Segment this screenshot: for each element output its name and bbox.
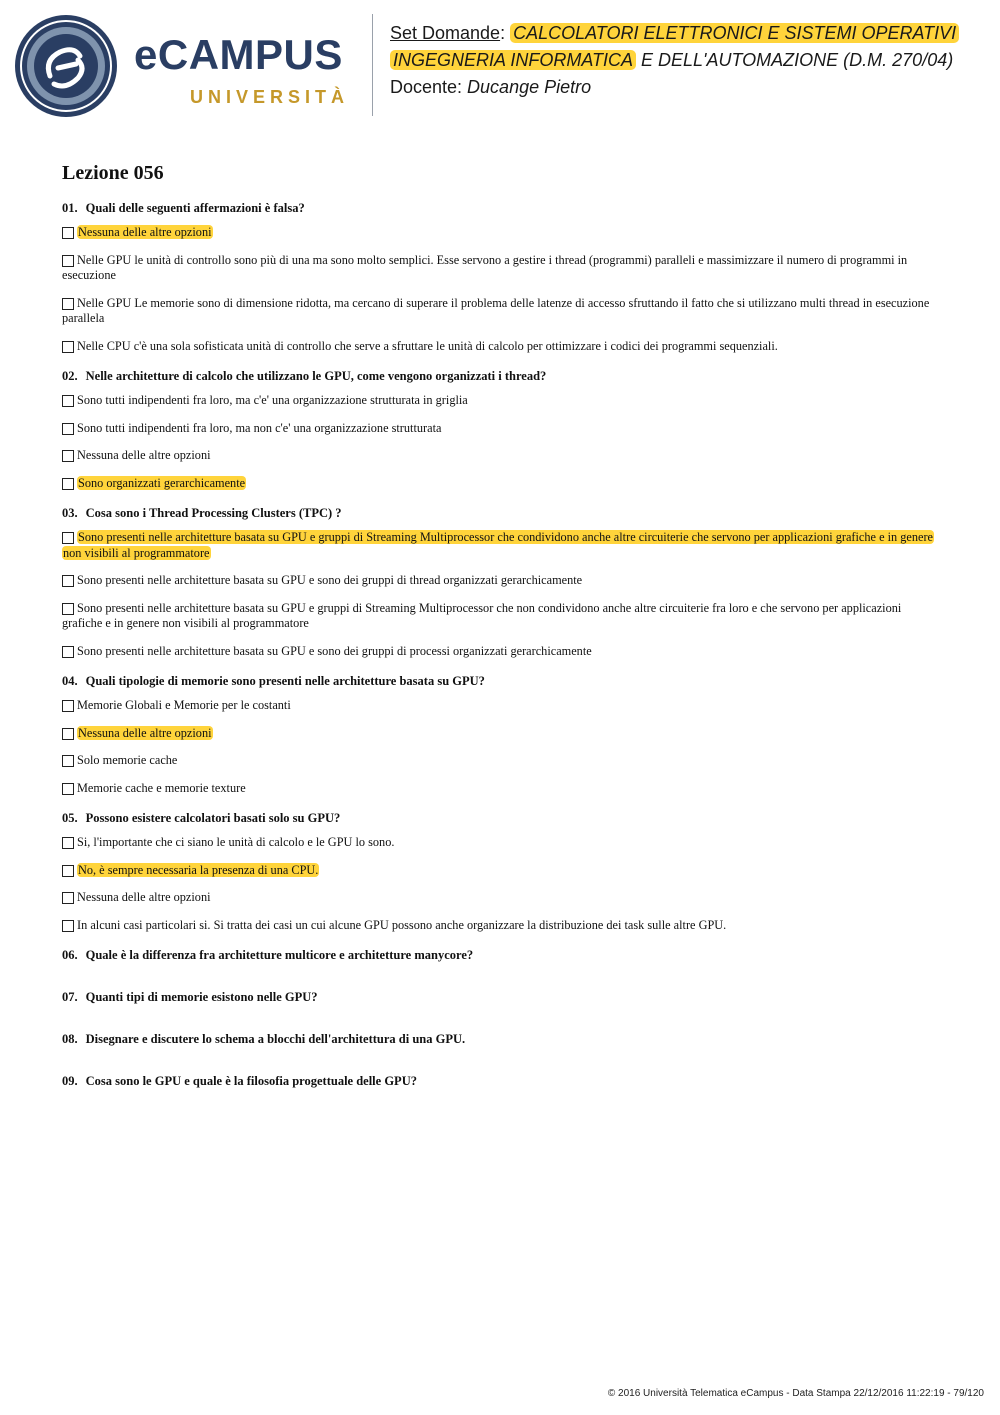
answer-checkbox[interactable] <box>62 450 74 462</box>
answer-checkbox[interactable] <box>62 341 74 353</box>
open-question-list <box>62 947 940 1089</box>
open-question <box>62 947 940 963</box>
open-question <box>62 1073 940 1089</box>
answer-text: Nelle GPU le unità di controllo sono più di una ma sono molto semplici. Esse servono a gestire i thread (programmi) paralleli e massimizzare il numero di programmi in esecuzione <box>62 252 908 282</box>
course-info <box>390 20 995 101</box>
question-number: 09. <box>62 1074 78 1088</box>
answer-text: Nessuna delle altre opzioni <box>77 448 211 462</box>
answer-checkbox[interactable] <box>62 395 74 407</box>
answer-option <box>62 476 940 492</box>
answer-text: Memorie Globali e Memorie per le costanti <box>77 698 291 712</box>
answer-checkbox[interactable] <box>62 646 74 658</box>
question-label: Quale è la differenza fra architetture multicore e architetture manycore? <box>85 948 474 962</box>
answer-text: Nessuna delle altre opzioni <box>77 890 211 904</box>
answer-text: Si, l'importante che ci siano le unità di calcolo e le GPU lo sono. <box>77 835 395 849</box>
answer-text: Sono presenti nelle architetture basata su GPU e gruppi di Streaming Multiprocessor che non condividono anche altre circuiterie fra loro e che servono per applicazioni grafiche e in genere non visibili al programmatore <box>62 600 902 630</box>
answer-option <box>62 296 940 327</box>
question-list <box>62 200 940 933</box>
question-number: 02. <box>62 369 78 383</box>
answer-checkbox[interactable] <box>62 892 74 904</box>
answer-text: Nelle CPU c'è una sola sofisticata unità di controllo che serve a sfruttare le unità di calcolo per ottimizzare i codici dei programmi sequenziali. <box>77 338 778 353</box>
answer-option <box>62 448 940 464</box>
question <box>62 505 940 659</box>
answer-option <box>62 601 940 632</box>
answer-option <box>62 781 940 797</box>
question-text <box>62 673 940 689</box>
question-label: Disegnare e discutere lo schema a blocchi dell'architettura di una GPU. <box>85 1032 466 1046</box>
question-text <box>62 810 940 826</box>
answer-option <box>62 698 940 714</box>
answer-option <box>62 530 940 561</box>
question-label: Cosa sono le GPU e quale è la filosofia progettuale delle GPU? <box>85 1074 417 1088</box>
answer-checkbox[interactable] <box>62 532 74 544</box>
answer-option <box>62 863 940 879</box>
answer-checkbox[interactable] <box>62 227 74 239</box>
answer-text-highlighted: Nessuna delle altre opzioni <box>78 725 212 740</box>
answer-text: Sono presenti nelle architetture basata su GPU e sono dei gruppi di thread organizzati gerarchicamente <box>77 573 583 587</box>
brand-name: eCAMPUS <box>134 31 343 78</box>
answer-checkbox[interactable] <box>62 575 74 587</box>
header-divider <box>372 14 373 116</box>
answer-text: Nelle GPU Le memorie sono di dimensione ridotta, ma cercano di superare il problema delle latenze di accesso sfruttando il fatto che si utilizzano multi thread in esecuzione parallela <box>62 295 930 325</box>
answer-text: Sono tutti indipendenti fra loro, ma c'e' una organizzazione strutturata in griglia <box>77 393 468 407</box>
answer-checkbox[interactable] <box>62 755 74 767</box>
answer-option <box>62 835 940 851</box>
question-text <box>62 368 940 384</box>
question-number: 05. <box>62 811 78 825</box>
question-label: Quali tipologie di memorie sono presenti nelle architetture basata su GPU? <box>85 674 485 688</box>
answer-checkbox[interactable] <box>62 423 74 435</box>
answer-option <box>62 573 940 589</box>
set-label: Set Domande <box>390 23 501 43</box>
answer-option <box>62 253 940 284</box>
question-label: Quali delle seguenti affermazioni è falsa? <box>85 201 305 215</box>
answer-checkbox[interactable] <box>62 865 74 877</box>
answer-checkbox[interactable] <box>62 837 74 849</box>
question-number: 07. <box>62 990 78 1004</box>
answer-option <box>62 644 940 660</box>
answer-checkbox[interactable] <box>62 603 74 615</box>
teacher-name: Ducange Pietro <box>467 77 592 97</box>
question-number: 06. <box>62 948 78 962</box>
answer-option <box>62 393 940 409</box>
answer-checkbox[interactable] <box>62 700 74 712</box>
answer-text: Sono tutti indipendenti fra loro, ma non c'e' una organizzazione strutturata <box>77 420 442 435</box>
lesson-title: Lezione 056 <box>62 162 164 184</box>
question-sheet <box>62 160 940 1115</box>
question-label: Possono esistere calcolatori basati solo su GPU? <box>85 811 341 825</box>
program-line <box>390 47 995 74</box>
answer-text: In alcuni casi particolari si. Si tratta dei casi un cui alcune GPU possono anche organizzare la distribuzione dei task sulle altre GPU. <box>77 917 727 932</box>
question-label: Nelle architetture di calcolo che utilizzano le GPU, come vengono organizzati i thread? <box>85 369 547 383</box>
answer-text-highlighted: Sono presenti nelle architetture basata su GPU e gruppi di Streaming Multiprocessor che condividono anche altre circuiterie che servono per applicazioni grafiche e in genere non visibili al programmatore <box>63 530 934 560</box>
brand-subtitle: UNIVERSITÀ <box>190 87 350 107</box>
question-label: Cosa sono i Thread Processing Clusters (TPC) ? <box>85 506 342 520</box>
answer-checkbox[interactable] <box>62 920 74 932</box>
question-text <box>62 200 940 216</box>
question-text <box>62 505 940 521</box>
answer-checkbox[interactable] <box>62 255 74 267</box>
answer-text: Sono presenti nelle architetture basata su GPU e sono dei gruppi di processi organizzati gerarchicamente <box>77 643 592 658</box>
answer-text: Memorie cache e memorie texture <box>77 780 246 795</box>
page-header <box>0 0 1000 130</box>
page-footer: © 2016 Università Telematica eCampus - Data Stampa 22/12/2016 11:22:19 - 79/120 <box>607 1388 984 1399</box>
answer-checkbox[interactable] <box>62 728 74 740</box>
open-question <box>62 1031 940 1047</box>
question <box>62 368 940 491</box>
answer-checkbox[interactable] <box>62 783 74 795</box>
course-title: CALCOLATORI ELETTRONICI E SISTEMI OPERATIVI <box>510 23 959 43</box>
answer-option <box>62 225 940 241</box>
program-highlighted: INGEGNERIA INFORMATICA <box>390 50 636 70</box>
answer-checkbox[interactable] <box>62 478 74 490</box>
answer-option <box>62 421 940 437</box>
answer-option <box>62 890 940 906</box>
ecampus-logo-emblem <box>14 14 118 118</box>
answer-option <box>62 918 940 934</box>
question <box>62 673 940 796</box>
answer-option <box>62 339 940 355</box>
question-number: 01. <box>62 201 78 215</box>
answer-text-highlighted: Sono organizzati gerarchicamente <box>78 475 246 490</box>
answer-text-highlighted: No, è sempre necessaria la presenza di una CPU. <box>78 862 319 877</box>
answer-option <box>62 726 940 742</box>
answer-checkbox[interactable] <box>62 298 74 310</box>
teacher-label: Docente: <box>390 77 468 97</box>
question <box>62 200 940 354</box>
course-line: Set Domande: CALCOLATORI ELETTRONICI E SISTEMI OPERATIVI <box>390 20 995 47</box>
question-number: 03. <box>62 506 78 520</box>
answer-text-highlighted: Nessuna delle altre opzioni <box>78 225 212 239</box>
question <box>62 810 940 933</box>
question-label: Quanti tipi di memorie esistono nelle GPU? <box>85 990 318 1004</box>
answer-text: Solo memorie cache <box>77 753 178 767</box>
question-number: 04. <box>62 674 78 688</box>
open-question <box>62 989 940 1005</box>
teacher-line <box>390 74 995 101</box>
program-rest: E DELL'AUTOMAZIONE (D.M. 270/04) <box>636 50 954 70</box>
question-number: 08. <box>62 1032 78 1046</box>
answer-option <box>62 753 940 769</box>
